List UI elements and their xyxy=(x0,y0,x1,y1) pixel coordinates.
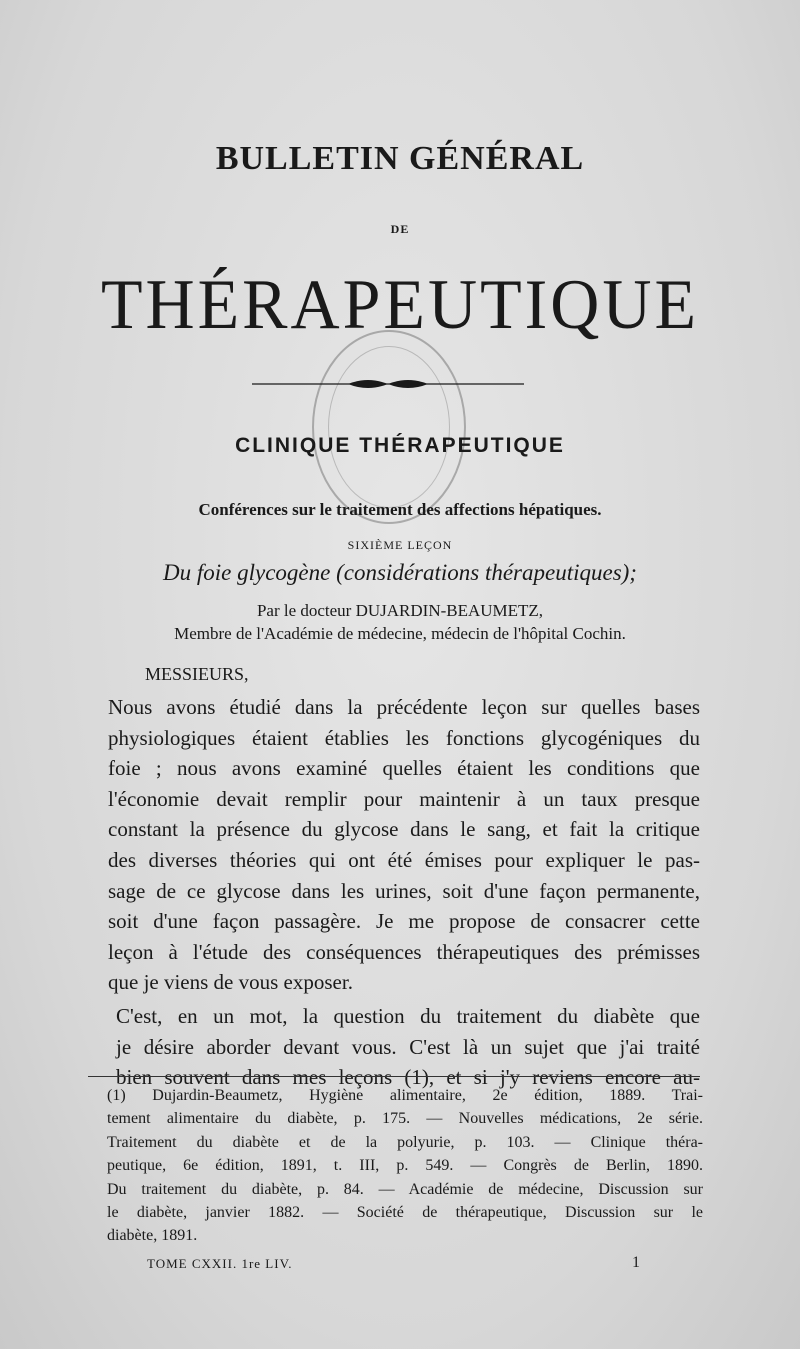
text-line: soit d'une façon passagère. Je me propose de consacrer cette xyxy=(108,909,700,934)
footnote-line: peutique, 6e édition, 1891, t. III, p. 549. — Congrès de Berlin, 1890. xyxy=(107,1157,703,1175)
page-number: 1 xyxy=(632,1254,640,1271)
paragraph-2 xyxy=(88,1001,700,1093)
lecture-number: SIXIÈME LEÇON xyxy=(347,538,453,552)
footnote-line: le diabète, janvier 1882. — Société de thérapeutique, Discussion sur le xyxy=(107,1204,703,1222)
ornament-divider xyxy=(252,374,524,394)
salutation: MESSIEURS, xyxy=(145,664,249,684)
text-line: je désire aborder devant vous. C'est là un sujet que j'ai traité xyxy=(116,1034,700,1059)
text-line: leçon à l'étude des conséquences thérapeutiques des prémisses xyxy=(108,939,700,964)
text-line: l'économie devait remplir pour maintenir à un taux presque xyxy=(108,786,700,811)
footnote xyxy=(107,1084,703,1248)
text-line: physiologiques étaient établies les fonctions glycogéniques du xyxy=(108,725,700,750)
author-affiliation: Membre de l'Académie de médecine, médecin de l'hôpital Cochin. xyxy=(174,624,626,643)
footnote-line: tement alimentaire du diabète, p. 175. — Nouvelles médications, 2e série. xyxy=(107,1110,703,1128)
text-line: Nous avons étudié dans la précédente leçon sur quelles bases xyxy=(108,695,700,719)
journal-title-connector: DE xyxy=(390,222,410,236)
section-heading: CLINIQUE THÉRAPEUTIQUE xyxy=(235,434,565,457)
footnote-line: Traitement du diabète et de la polyurie, p. 103. — Clinique théra- xyxy=(107,1133,703,1151)
footnote-line: (1) Dujardin-Beaumetz, Hygiène alimentaire, 2e édition, 1889. Trai- xyxy=(107,1087,703,1104)
footnote-line: Du traitement du diabète, p. 84. — Académie de médecine, Discussion sur xyxy=(107,1180,703,1198)
journal-title-line1: BULLETIN GÉNÉRAL xyxy=(215,140,585,177)
lecture-title: Du foie glycogène (considérations thérapeutiques); xyxy=(163,560,637,585)
author-line: Par le docteur DUJARDIN-BEAUMETZ, xyxy=(256,601,544,620)
text-line: des diverses théories qui ont été émises pour expliquer le pas- xyxy=(108,847,700,872)
body-text xyxy=(88,692,700,1093)
library-stamp xyxy=(312,330,466,524)
paragraph-1 xyxy=(88,692,700,998)
text-line: constant la présence du glycose dans le sang, et fait la critique xyxy=(108,817,700,842)
text-line: sage de ce glycose dans les urines, soit d'une façon permanente, xyxy=(108,878,700,903)
footnote-divider xyxy=(88,1076,700,1077)
text-line: que je viens de vous exposer. xyxy=(108,970,353,995)
text-line: bien souvent dans mes leçons (1), et si j'y reviens encore au- xyxy=(116,1065,700,1090)
text-line: foie ; nous avons examiné quelles étaient les conditions que xyxy=(108,756,700,781)
volume-signature: TOME CXXII. 1re LIV. xyxy=(147,1256,293,1271)
text-line: C'est, en un mot, la question du traitement du diabète que xyxy=(116,1003,700,1028)
journal-title-line2: THÉRAPEUTIQUE xyxy=(100,264,700,344)
footnote-line: diabète, 1891. xyxy=(107,1227,198,1245)
lecture-series-title: Conférences sur le traitement des affections hépatiques. xyxy=(198,500,602,519)
